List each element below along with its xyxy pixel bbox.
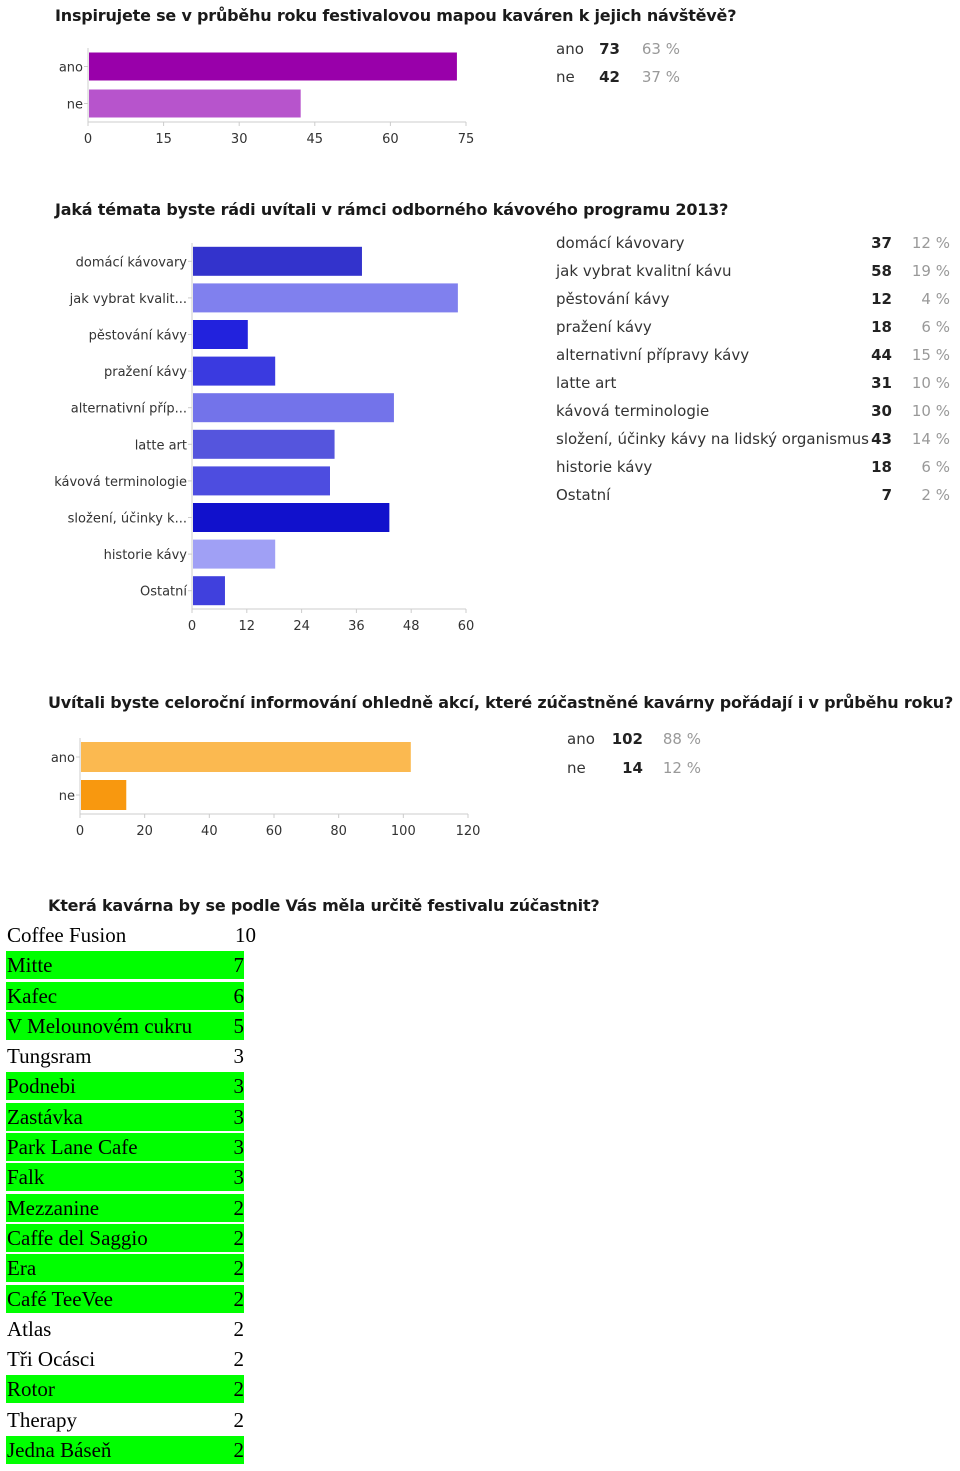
category-label: ne	[66, 97, 83, 113]
cafe-vote-count: 2	[230, 1436, 244, 1464]
cafe-vote-count: 3	[230, 1103, 244, 1131]
x-tick-label: 48	[402, 619, 420, 634]
cafe-vote-count: 2	[230, 1194, 244, 1222]
x-tick-label: 12	[238, 619, 256, 634]
legend-label: ano	[556, 40, 584, 58]
legend-percent: 2 %	[921, 486, 950, 504]
legend-count: 42	[599, 68, 620, 86]
cafe-vote-count: 6	[230, 982, 244, 1010]
x-tick-label: 20	[136, 824, 153, 839]
cafe-name: Jedna Báseň	[6, 1436, 230, 1464]
legend-label: ne	[556, 68, 575, 86]
cafe-name: Falk	[6, 1163, 230, 1191]
legend-percent: 12 %	[662, 759, 701, 777]
legend-label: pěstování kávy	[556, 290, 670, 308]
x-tick-label: 40	[201, 824, 218, 839]
legend-count: 31	[871, 374, 892, 392]
cafe-name: Podnebi	[6, 1072, 230, 1100]
cafe-vote-count: 3	[230, 1072, 244, 1100]
x-tick-label: 100	[390, 824, 416, 839]
legend-percent: 15 %	[911, 346, 950, 364]
legend-label: ano	[567, 730, 595, 748]
cafe-vote-count: 2	[230, 1254, 244, 1282]
cafe-vote-count: 2	[233, 1347, 244, 1372]
cafe-name: Coffee Fusion	[7, 923, 127, 947]
cafe-name: Tři Ocásci	[7, 1347, 96, 1372]
legend-count: 44	[871, 346, 892, 364]
cafe-vote-count: 3	[233, 1044, 244, 1069]
category-label: historie kávy	[103, 548, 187, 564]
cafe-vote-count: 2	[230, 1375, 244, 1403]
legend-percent: 14 %	[911, 430, 950, 448]
x-tick-label: 24	[293, 619, 310, 634]
bar	[81, 780, 126, 810]
category-label: jak vybrat kvalit...	[69, 291, 187, 307]
cafe-vote-count: 10	[235, 923, 256, 947]
legend-percent: 10 %	[911, 402, 950, 420]
legend-count: 12	[871, 290, 892, 308]
category-label: složení, účinky k...	[67, 511, 187, 527]
q2-title: Jaká témata byste rádi uvítali v rámci odborného kávového programu 2013?	[55, 200, 729, 219]
legend-label: kávová terminologie	[556, 402, 710, 420]
x-tick-label: 0	[187, 619, 197, 634]
q3-title: Uvítali byste celoroční informování ohledně akcí, které zúčastněné kavárny pořádají i v průběhu roku?	[48, 693, 954, 712]
cafe-name: Caffe del Saggio	[6, 1224, 230, 1252]
x-tick-label: 36	[348, 619, 365, 634]
legend-percent: 63 %	[641, 40, 680, 58]
category-label: pěstování kávy	[88, 328, 187, 344]
legend-percent: 19 %	[911, 262, 950, 280]
legend-label: latte art	[556, 374, 617, 392]
legend-count: 18	[871, 458, 892, 476]
cafe-name: Zastávka	[6, 1103, 230, 1131]
legend-label: jak vybrat kvalitní kávu	[556, 262, 732, 280]
cafe-name: Atlas	[7, 1316, 52, 1341]
cafe-name: Tungsram	[7, 1044, 92, 1069]
x-tick-label: 120	[455, 824, 481, 839]
cafe-name: Rotor	[6, 1375, 230, 1403]
legend-label: historie kávy	[556, 458, 653, 476]
cafe-name: Therapy	[7, 1407, 77, 1432]
legend-label: složení, účinky kávy na lidský organismus	[556, 430, 869, 448]
q4-title: Která kavárna by se podle Vás měla určitě festivalu zúčastnit?	[48, 896, 600, 915]
q1-title: Inspirujete se v průběhu roku festivalovou mapou kaváren k jejich návštěvě?	[55, 6, 737, 25]
legend-count: 14	[622, 759, 643, 777]
category-label: Ostatní	[139, 584, 187, 600]
legend-label: pražení kávy	[556, 318, 652, 336]
cafe-name: Park Lane Cafe	[6, 1133, 230, 1161]
legend-label: domácí kávovary	[556, 234, 685, 252]
category-label: latte art	[134, 438, 187, 454]
cafe-name: Kafec	[6, 982, 230, 1010]
q3-chart	[0, 0, 560, 850]
legend-count: 37	[871, 234, 892, 252]
x-tick-label: 0	[75, 824, 85, 839]
category-label: pražení kávy	[103, 365, 187, 381]
x-tick-label: 45	[306, 132, 324, 147]
legend-count: 43	[871, 430, 892, 448]
x-tick-label: 60	[382, 132, 399, 147]
category-label: domácí kávovary	[75, 255, 187, 271]
x-tick-label: 30	[230, 132, 248, 147]
category-label: kávová terminologie	[54, 474, 187, 490]
legend-percent: 6 %	[921, 318, 950, 336]
legend-count: 102	[611, 730, 643, 748]
cafe-vote-count: 5	[230, 1012, 244, 1040]
category-label: alternativní příp...	[70, 401, 187, 417]
cafe-vote-count: 2	[233, 1316, 244, 1341]
bar	[81, 742, 411, 772]
legend-percent: 37 %	[641, 68, 680, 86]
legend-percent: 4 %	[921, 290, 950, 308]
x-tick-label: 60	[265, 824, 283, 839]
cafe-vote-count: 2	[233, 1407, 244, 1432]
cafe-vote-count: 2	[230, 1285, 244, 1313]
cafe-name: Mitte	[6, 951, 230, 979]
category-label: ne	[58, 789, 75, 804]
x-tick-label: 0	[83, 132, 93, 147]
x-tick-label: 15	[155, 132, 172, 147]
x-tick-label: 80	[330, 824, 347, 839]
cafe-vote-count: 3	[230, 1133, 244, 1161]
legend-count: 73	[599, 40, 620, 58]
category-label: ano	[58, 60, 83, 76]
cafe-name: V Melounovém cukru	[6, 1012, 230, 1040]
cafe-name: Café TeeVee	[6, 1285, 230, 1313]
cafe-vote-count: 3	[230, 1163, 244, 1191]
x-tick-label: 75	[457, 132, 475, 147]
legend-label: ne	[567, 759, 586, 777]
legend-percent: 10 %	[911, 374, 950, 392]
legend-count: 30	[871, 402, 892, 420]
cafe-vote-count: 7	[230, 951, 244, 979]
legend-count: 18	[871, 318, 892, 336]
legend-count: 7	[881, 486, 892, 504]
legend-percent: 6 %	[921, 458, 950, 476]
legend-percent: 88 %	[662, 730, 701, 748]
cafe-vote-count: 2	[230, 1224, 244, 1252]
legend-count: 58	[871, 262, 892, 280]
x-tick-label: 60	[457, 619, 475, 634]
category-label: ano	[50, 751, 75, 766]
legend-label: Ostatní	[556, 486, 611, 504]
cafe-name: Era	[6, 1254, 230, 1282]
legend-label: alternativní přípravy kávy	[556, 346, 750, 364]
legend-percent: 12 %	[911, 234, 950, 252]
cafe-name: Mezzanine	[6, 1194, 230, 1222]
